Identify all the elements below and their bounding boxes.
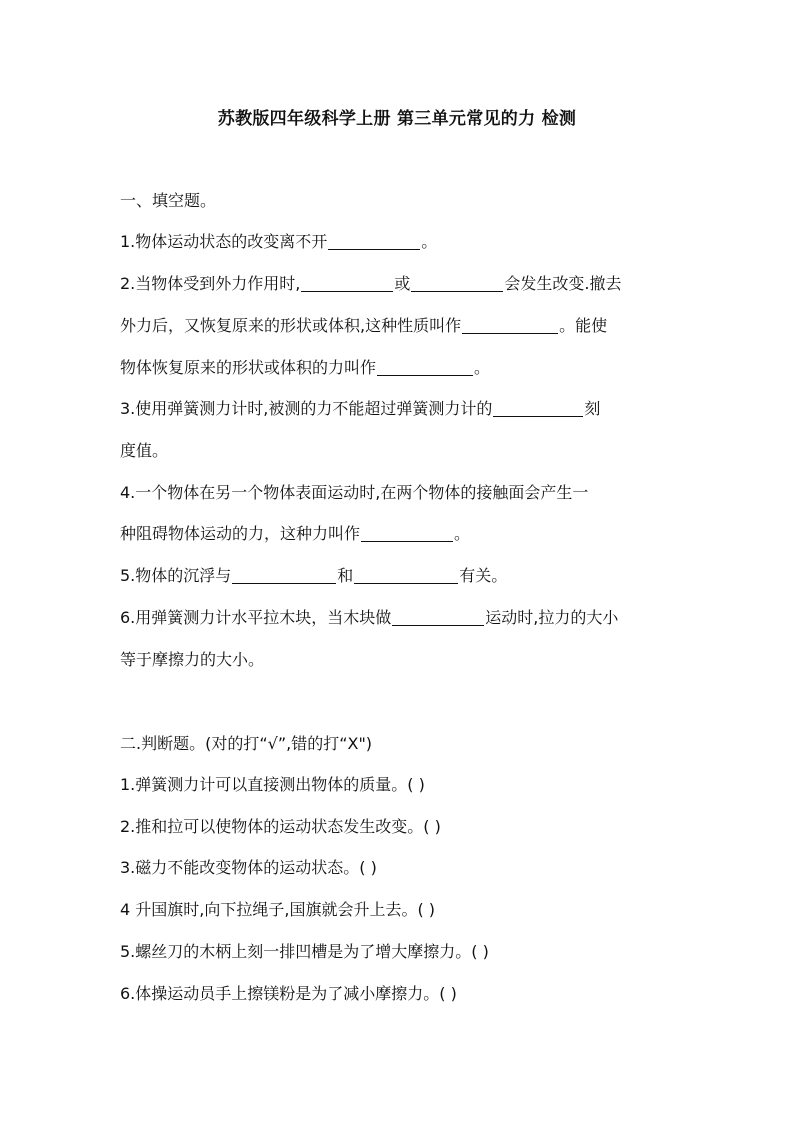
answer-blank[interactable] (232, 567, 336, 584)
question-1-3-line-1 (120, 399, 680, 419)
question-text: 物体恢复原来的形状或体积的力叫作 (120, 358, 377, 377)
question-text: 。 (454, 524, 471, 543)
question-2-3[interactable]: 3.磁力不能改变物体的运动状态。( ) (120, 858, 377, 877)
answer-blank[interactable] (361, 525, 453, 542)
question-text: 运动时,拉力的大小 (485, 608, 619, 627)
question-text: 种阻碍物体运动的力，这种力叫作 (120, 524, 361, 543)
answer-blank[interactable] (301, 275, 393, 292)
question-text: 或 (394, 274, 411, 293)
question-text: 。 (474, 358, 491, 377)
question-text: 6.用弹簧测力计水平拉木块，当木块做 (120, 608, 392, 627)
question-text: 有关。 (459, 566, 508, 585)
answer-blank[interactable] (377, 359, 473, 376)
question-1-1 (120, 232, 680, 252)
answer-blank[interactable] (411, 275, 503, 292)
answer-blank[interactable] (328, 233, 420, 250)
question-1-4-line-1: 4.一个物体在另一个物体表面运动时,在两个物体的接触面会产生一 (120, 483, 589, 502)
answer-blank[interactable] (392, 609, 484, 626)
answer-blank[interactable] (354, 567, 458, 584)
question-1-5 (120, 566, 680, 586)
answer-blank[interactable] (493, 400, 583, 417)
question-2-5[interactable]: 5.螺丝刀的木柄上刻一排凹槽是为了增大摩擦力。( ) (120, 942, 489, 961)
question-1-4-line-2 (120, 524, 680, 544)
answer-blank[interactable] (462, 317, 558, 334)
question-2-1[interactable]: 1.弹簧测力计可以直接测出物体的质量。( ) (120, 775, 425, 794)
question-text: 。能使 (559, 316, 608, 335)
question-text: 会发生改变.撤去 (504, 274, 622, 293)
question-text: 3.使用弹簧测力计时,被测的力不能超过弹簧测力计的 (120, 399, 493, 418)
question-text: 。 (421, 232, 438, 251)
question-2-4[interactable]: 4 升国旗时,向下拉绳子,国旗就会升上去。( ) (120, 900, 436, 919)
question-text: 1.物体运动状态的改变离不开 (120, 232, 328, 251)
question-text: 和 (337, 566, 354, 585)
question-1-2-line-3 (120, 358, 680, 378)
question-2-6[interactable]: 6.体操运动员手上擦镁粉是为了减小摩擦力。( ) (120, 984, 457, 1003)
section-heading-true-false: 二.判断题。(对的打“√”,错的打“X") (120, 734, 373, 753)
question-1-6-line-1 (120, 608, 680, 628)
question-2-2[interactable]: 2.推和拉可以使物体的运动状态发生改变。( ) (120, 817, 441, 836)
question-text: 5.物体的沉浮与 (120, 566, 232, 585)
question-text: 2.当物体受到外力作用时, (120, 274, 301, 293)
question-1-3-line-2: 度值。 (120, 441, 169, 460)
question-text: 刻 (584, 399, 601, 418)
question-1-6-line-2: 等于摩擦力的大小。 (120, 650, 265, 669)
question-text: 外力后，又恢复原来的形状或体积,这种性质叫作 (120, 316, 462, 335)
page-title: 苏教版四年级科学上册 第三单元常见的力 检测 (217, 109, 577, 129)
section-heading-fill-in: 一、填空题。 (120, 191, 217, 210)
question-1-2-line-1 (120, 274, 680, 294)
question-1-2-line-2 (120, 316, 680, 336)
